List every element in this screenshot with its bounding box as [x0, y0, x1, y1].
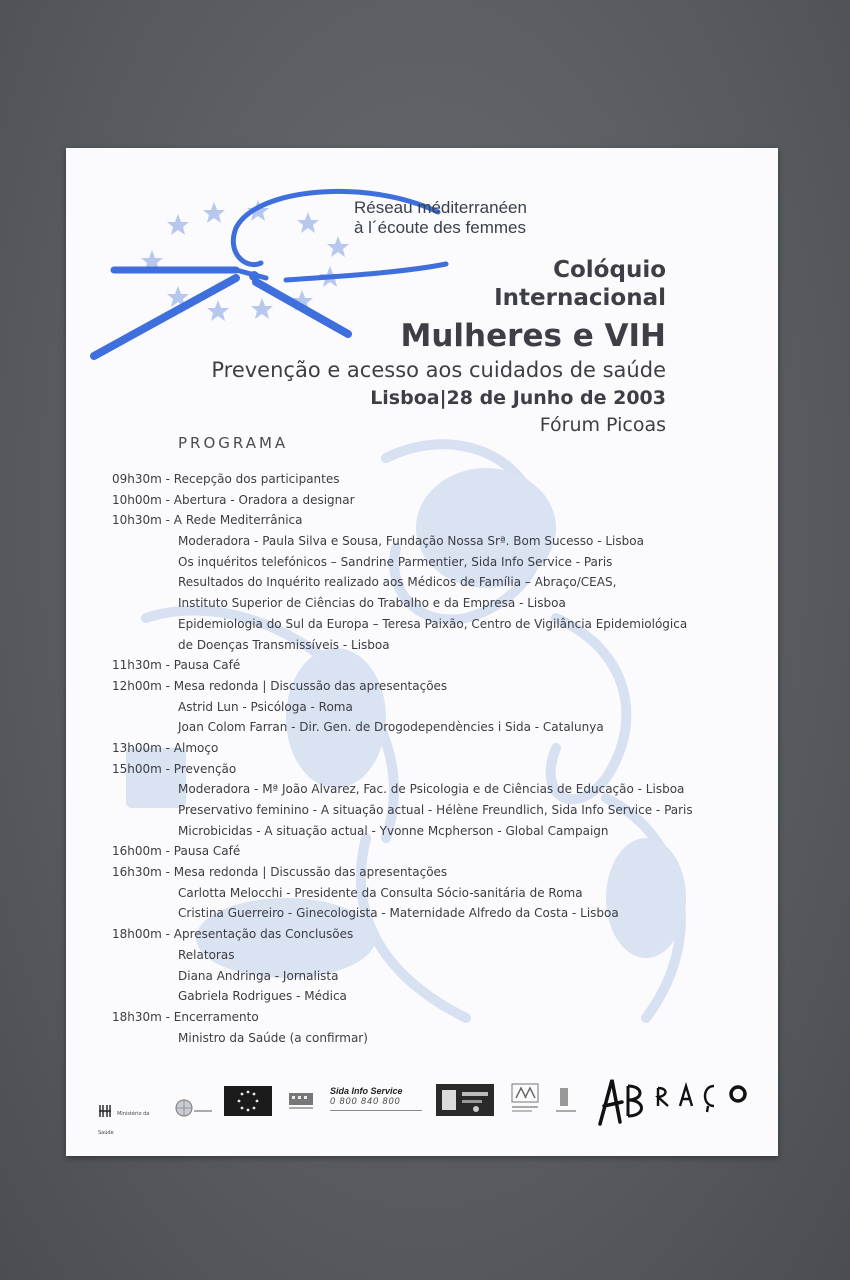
- schedule-time-entry: 12h00m - Mesa redonda | Discussão das apresentações: [112, 678, 448, 693]
- ministerio-emblem-icon: [98, 1103, 112, 1119]
- network-name-line1: Réseau méditerranéen: [354, 198, 527, 217]
- network-name-line2: à l´écoute des femmes: [354, 218, 526, 237]
- schedule-detail: Joan Colom Farran - Dir. Gen. de Drogodependències i Sida - Catalunya: [178, 720, 604, 735]
- sidi-logo: [436, 1084, 494, 1120]
- eu-flag-logo: [224, 1086, 272, 1120]
- title-block: [211, 256, 666, 438]
- sida-title: Sida Info Service: [330, 1086, 403, 1096]
- schedule-time-entry: 09h30m - Recepção dos participantes: [112, 472, 340, 486]
- small-logo-1: [288, 1092, 314, 1116]
- schedule-detail: Relatoras: [178, 947, 235, 962]
- schedule-time-entry: 10h30m - A Rede Mediterrânica: [112, 513, 303, 528]
- sida-phone: 0 800 840 800: [330, 1096, 401, 1106]
- sidi-emblem-icon: [436, 1084, 494, 1116]
- figures-emblem-icon: [508, 1082, 542, 1116]
- schedule-detail: de Doenças Transmissíveis - Lisboa: [178, 637, 390, 652]
- schedule-time-entry: 18h00m - Apresentação das Conclusões: [112, 927, 354, 942]
- schedule-detail: Preservativo feminino - A situação actual - Hélène Freundlich, Sida Info Service - Paris: [178, 803, 693, 817]
- ministerio-label: Ministério da Saúde: [98, 1111, 150, 1136]
- title-line1: Colóquio: [553, 257, 666, 283]
- event-date: Lisboa|28 de Junho de 2003: [370, 387, 666, 409]
- schedule-time-entry: 15h00m - Prevenção: [112, 761, 237, 776]
- schedule-detail: Ministro da Saúde (a confirmar): [178, 1030, 368, 1045]
- schedule-detail: Cristina Guerreiro - Ginecologista - Maternidade Alfredo da Costa - Lisboa: [178, 906, 619, 921]
- schedule-detail: Moderadora - Paula Silva e Sousa, Fundação Nossa Srª. Bom Sucesso - Lisboa: [178, 534, 644, 549]
- network-name: [354, 198, 527, 238]
- schedule-time-entry: 18h30m - Encerramento: [112, 1009, 259, 1024]
- schedule-detail: Gabriela Rodrigues - Médica: [178, 989, 347, 1004]
- small-logo-3: [554, 1084, 578, 1120]
- sponsor-footer: [94, 1076, 754, 1136]
- abraco-wordmark-icon: [588, 1072, 754, 1128]
- schedule-detail: Resultados do Inquérito realizado aos Médicos de Família – Abraço/CEAS,: [178, 575, 617, 590]
- schedule-detail: Os inquéritos telefónicos – Sandrine Parmentier, Sida Info Service - Paris: [178, 554, 613, 569]
- schedule-time-entry: 13h00m - Almoço: [112, 740, 219, 755]
- schedule-time-entry: 16h30m - Mesa redonda | Discussão das apresentações: [112, 865, 448, 880]
- schedule-detail: Diana Andringa - Jornalista: [178, 968, 339, 983]
- schedule-detail: Moderadora - Mª João Alvarez, Fac. de Psicologia e de Ciências de Educação - Lisboa: [178, 782, 685, 797]
- sida-info-service-logo: [330, 1086, 430, 1111]
- schedule-time-entry: 11h30m - Pausa Café: [112, 658, 241, 673]
- programa-heading: PROGRAMA: [178, 434, 289, 452]
- event-venue: Fórum Picoas: [539, 414, 666, 436]
- ministerio-logo: [98, 1100, 166, 1138]
- schedule-list: [112, 469, 693, 1048]
- small-logo-2: [508, 1082, 542, 1120]
- title-line2: Internacional: [494, 285, 666, 311]
- schedule-time-entry: 10h00m - Abertura - Oradora a designar: [112, 492, 355, 507]
- grid-emblem-icon: [288, 1092, 314, 1112]
- schedule-detail: Carlotta Melocchi - Presidente da Consulta Sócio-sanitária de Roma: [178, 885, 583, 900]
- schedule-detail: Microbicidas - A situação actual - Yvonne Mcpherson - Global Campaign: [178, 823, 609, 838]
- globe-icon: [174, 1098, 214, 1118]
- globe-logo: [174, 1098, 214, 1122]
- subtitle: Prevenção e acesso aos cuidados de saúde: [211, 358, 666, 382]
- tower-emblem-icon: [554, 1084, 578, 1116]
- page-title: Mulheres e VIH: [400, 318, 666, 354]
- poster: [66, 148, 778, 1156]
- schedule-detail: Astrid Lun - Psicóloga - Roma: [178, 699, 353, 714]
- schedule-time-entry: 16h00m - Pausa Café: [112, 844, 241, 859]
- schedule-detail: Instituto Superior de Ciências do Trabalho e da Empresa - Lisboa: [178, 596, 566, 611]
- schedule-detail: Epidemiologia do Sul da Europa – Teresa Paixão, Centro de Vigilância Epidemiológica: [178, 616, 688, 631]
- eu-flag-icon: [224, 1086, 272, 1116]
- abraco-logo: [588, 1072, 754, 1128]
